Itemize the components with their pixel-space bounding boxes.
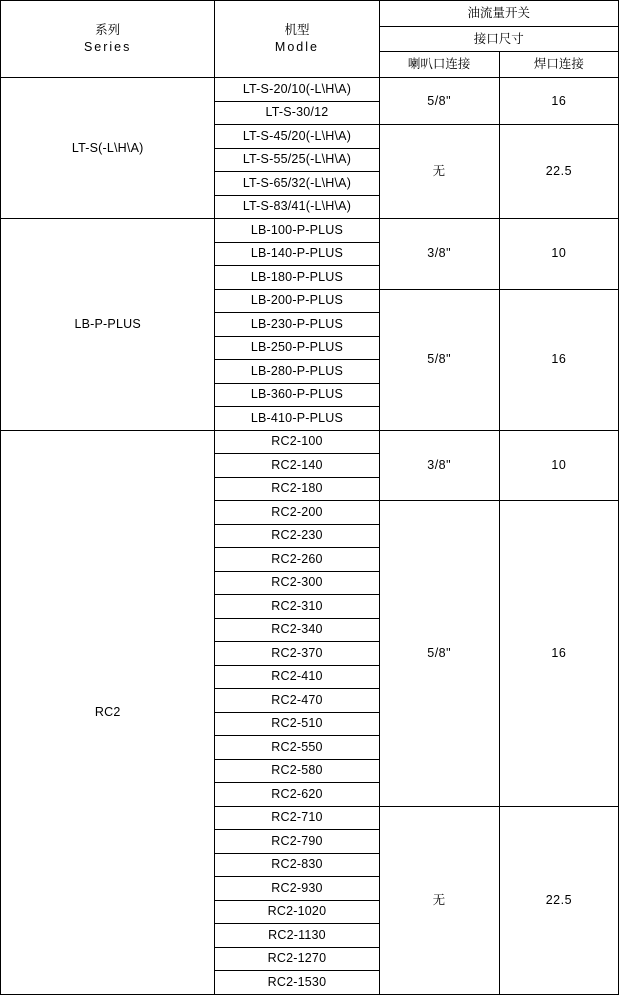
weld-size-cell: 10 (499, 430, 618, 501)
flare-size-cell: 5/8" (379, 289, 499, 430)
table-header (1, 1, 619, 78)
model-cell: LT-S-20/10(-L\H\A) (215, 78, 379, 102)
model-cell: RC2-470 (215, 689, 379, 713)
header-flare-connection: 喇叭口连接 (379, 52, 499, 78)
table-row (1, 430, 619, 454)
table-row (1, 219, 619, 243)
model-cell: RC2-790 (215, 830, 379, 854)
flare-size-cell: 5/8" (379, 501, 499, 807)
header-weld-connection: 焊口连接 (499, 52, 618, 78)
model-cell: RC2-310 (215, 595, 379, 619)
model-cell: LB-230-P-PLUS (215, 313, 379, 337)
model-cell: RC2-1130 (215, 924, 379, 948)
flare-size-cell: 无 (379, 125, 499, 219)
weld-size-cell: 22.5 (499, 806, 618, 994)
model-cell: RC2-830 (215, 853, 379, 877)
model-cell: RC2-140 (215, 454, 379, 478)
table-body (1, 78, 619, 995)
header-series: 系列 Series (1, 1, 215, 78)
model-cell: RC2-410 (215, 665, 379, 689)
model-cell: LB-360-P-PLUS (215, 383, 379, 407)
model-cell: RC2-200 (215, 501, 379, 525)
model-cell: RC2-710 (215, 806, 379, 830)
model-cell: RC2-580 (215, 759, 379, 783)
model-cell: LT-S-83/41(-L\H\A) (215, 195, 379, 219)
model-cell: LT-S-30/12 (215, 101, 379, 125)
flare-size-cell: 3/8" (379, 430, 499, 501)
series-cell: LB-P-PLUS (1, 219, 215, 431)
model-cell: LT-S-55/25(-L\H\A) (215, 148, 379, 172)
model-cell: LB-100-P-PLUS (215, 219, 379, 243)
model-cell: RC2-230 (215, 524, 379, 548)
series-cell: RC2 (1, 430, 215, 994)
flare-size-cell: 3/8" (379, 219, 499, 290)
weld-size-cell: 16 (499, 501, 618, 807)
flare-size-cell: 5/8" (379, 78, 499, 125)
series-cell: LT-S(-L\H\A) (1, 78, 215, 219)
model-cell: RC2-260 (215, 548, 379, 572)
model-cell: RC2-180 (215, 477, 379, 501)
model-cell: RC2-1270 (215, 947, 379, 971)
table-row (1, 78, 619, 102)
model-cell: LB-410-P-PLUS (215, 407, 379, 431)
model-cell: RC2-340 (215, 618, 379, 642)
model-cell: RC2-300 (215, 571, 379, 595)
flare-size-cell: 无 (379, 806, 499, 994)
model-cell: RC2-370 (215, 642, 379, 666)
model-cell: LB-250-P-PLUS (215, 336, 379, 360)
model-cell: RC2-510 (215, 712, 379, 736)
model-cell: LB-140-P-PLUS (215, 242, 379, 266)
model-cell: RC2-100 (215, 430, 379, 454)
weld-size-cell: 10 (499, 219, 618, 290)
header-model: 机型 Modle (215, 1, 379, 78)
header-group-title: 油流量开关 (379, 1, 618, 27)
model-cell: LB-280-P-PLUS (215, 360, 379, 384)
header-group-subtitle: 接口尺寸 (379, 27, 618, 52)
weld-size-cell: 16 (499, 289, 618, 430)
model-cell: LT-S-65/32(-L\H\A) (215, 172, 379, 196)
model-cell: LB-180-P-PLUS (215, 266, 379, 290)
model-cell: RC2-550 (215, 736, 379, 760)
model-cell: LB-200-P-PLUS (215, 289, 379, 313)
model-cell: RC2-930 (215, 877, 379, 901)
model-cell: RC2-1020 (215, 900, 379, 924)
weld-size-cell: 22.5 (499, 125, 618, 219)
model-cell: LT-S-45/20(-L\H\A) (215, 125, 379, 149)
model-cell: RC2-1530 (215, 971, 379, 995)
model-cell: RC2-620 (215, 783, 379, 807)
weld-size-cell: 16 (499, 78, 618, 125)
